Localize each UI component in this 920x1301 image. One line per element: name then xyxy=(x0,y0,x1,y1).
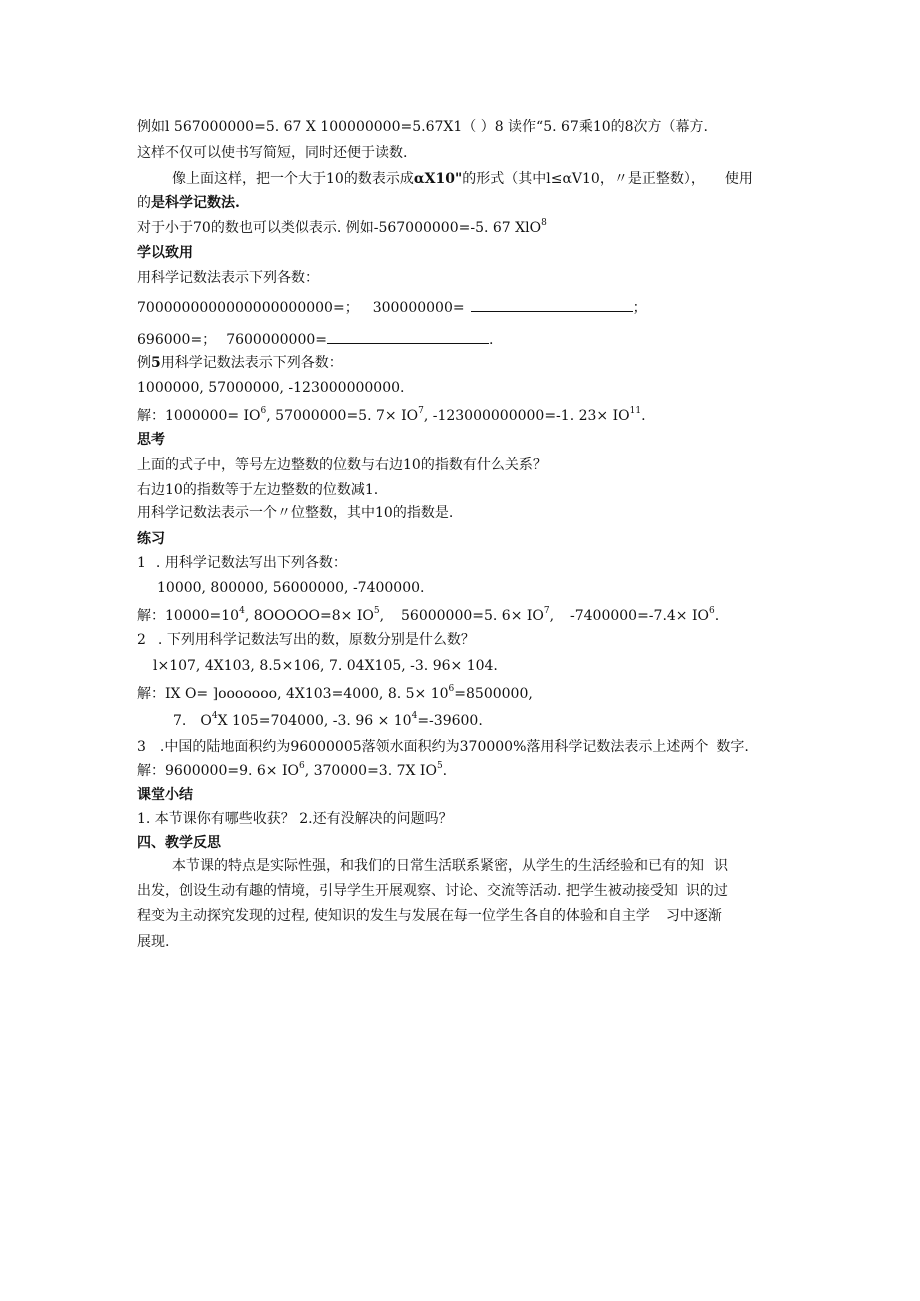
practice-q1: 1 . 用科学记数法写出下列各数： xyxy=(137,555,347,571)
think-conclusion: 用科学记数法表示一个〃位整数，其中10的指数是. xyxy=(137,505,454,521)
think-heading: 思考 xyxy=(137,432,165,448)
think-answer: 右边10的指数等于左边整数的位数减1. xyxy=(137,482,379,498)
intro-line-1: 例如l 567000000=5. 67 X 100000000=5.67X1（ ）8 读作“5. 67乘10的8次方（幕方. xyxy=(137,119,709,135)
practice-a2-continued: 7. $O^4X$ 105=704000, -3. $96 \times 10^4=-39600$. xyxy=(173,711,483,729)
apply-row-2: 696000=； 7600000000= . xyxy=(137,329,493,350)
example-5-numbers: 1000000, 57000000, -123000000000. xyxy=(137,380,405,396)
practice-q2-numbers: l×107, 4X103, 8.5×106, 7. 04X105, -3. 96× 104. xyxy=(153,658,498,674)
practice-a1: 解：$10000=10^4$, 8OOOOO=8× $IO^5$, xyxy=(137,606,385,624)
apply-prompt: 用科学记数法表示下列各数： xyxy=(137,270,319,286)
practice-a1-part-c: 56000000=5. $6\times IO^7$, xyxy=(401,606,555,624)
reflection-line-2: 出发，创设生动有趣的情境，引导学生开展观察、讨论、交流等活动. 把学生被动接受知 识的过 xyxy=(137,883,728,899)
reflection-line-3: 程变为主动探究发现的过程, 使知识的发生与发展在每一位学生各自的体验和自主学 习中逐渐 xyxy=(137,908,722,924)
intro-line-5: 对于小于70的数也可以类似表示. 例如-567000000=-5. 67 XlO$^8$ xyxy=(137,218,547,236)
practice-q3: 3 .中国的陆地面积约为96000005落领水面积约为370000%落用科学记数法表示上述两个 数字. xyxy=(137,739,749,755)
summary-text: 1. 本节课你有哪些收获？ 2.还有没解决的问题吗？ xyxy=(137,811,453,827)
practice-a3: 解：9600000=9. $6\times IO^6$, 370000=3. 7X $IO^5$. xyxy=(137,761,448,779)
intro-line-2: 这样不仅可以使书写简短，同时还便于读数. xyxy=(137,145,408,161)
answer-blank xyxy=(471,297,633,312)
example-5: 例5用科学记数法表示下列各数： xyxy=(137,355,343,371)
summary-heading: 课堂小结 xyxy=(137,787,193,803)
practice-q2: 2 . 下列用科学记数法写出的数，原数分别是什么数？ xyxy=(137,632,475,648)
reflection-line-1: 本节课的特点是实际性强，和我们的日常生活联系紧密，从学生的生活经验和已有的知 识 xyxy=(172,858,728,874)
apply-row-1: 7000000000000000000000=； 300000000= ； xyxy=(137,297,647,318)
intro-line-4: 的是科学记数法. xyxy=(137,195,240,211)
practice-q1-numbers: 10000, 800000, 56000000, -7400000. xyxy=(157,580,425,596)
think-question: 上面的式子中，等号左边整数的位数与右边10的指数有什么关系？ xyxy=(137,457,547,473)
intro-line-3: 像上面这样，把一个大于10的数表示成αX10"的形式（其中l≤αV10，〃是正整数）， 使用 xyxy=(172,171,753,187)
apply-heading: 学以致用 xyxy=(137,245,193,261)
reflection-heading: 四、教学反思 xyxy=(137,835,221,851)
answer-blank xyxy=(327,329,489,344)
practice-heading: 练习 xyxy=(137,531,165,547)
practice-a1-part-d: $-7400000=-7.4\times IO^6$. xyxy=(570,606,720,624)
example-5-solution: 解：$1000000= IO^6$, 57000000=5. $7\times IO^7$, -123000000000=-1. $23\times IO^{11}$. xyxy=(137,406,646,424)
practice-a2: 解：IX O= ]ooooooo, 4X103=4000, 8. $5\times 10^6=8500000$, xyxy=(137,684,533,702)
reflection-line-4: 展现. xyxy=(137,934,170,950)
